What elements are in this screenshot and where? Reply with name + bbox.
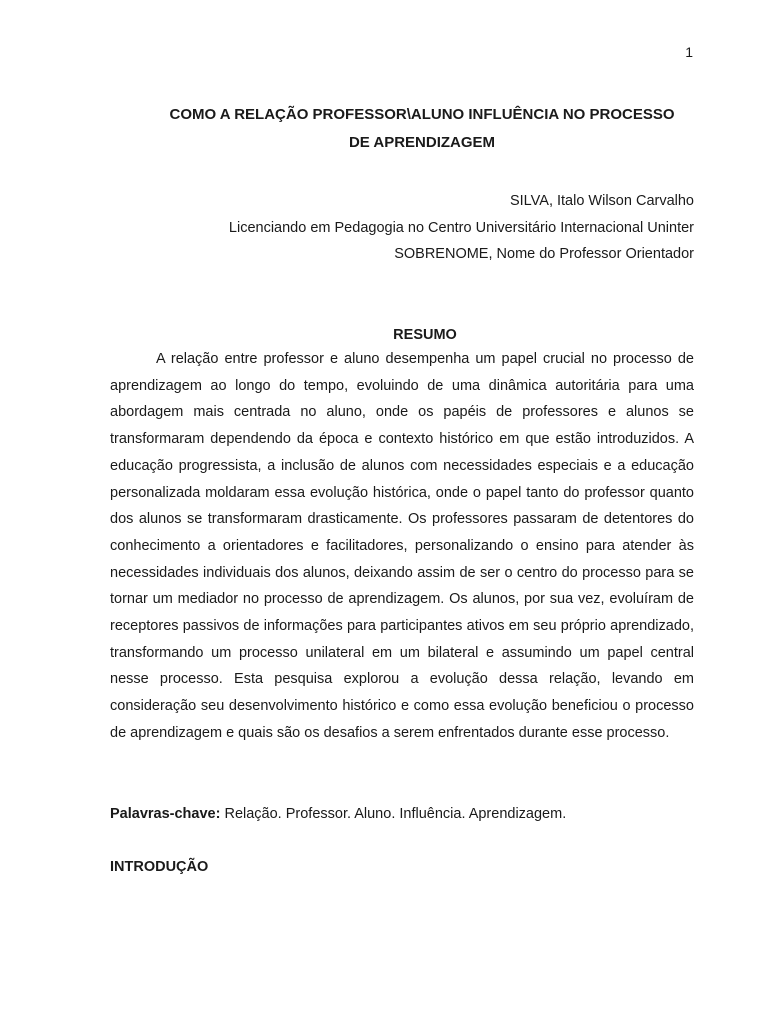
abstract-text: A relação entre professor e aluno desempenha um papel crucial no processo de aprendizagem ao longo do tempo, evoluindo de uma dinâmica autoritária para uma abordagem mais centrada no aluno, onde os papéis de professores e alunos se transformaram dependendo da época e contexto histórico em que estão introduzidos. A educação progressista, a inclusão de alunos com necessidades especiais e a educação personalizada moldaram essa evolução histórica, onde o papel tanto do professor quanto dos alunos se transformaram drasticamente. Os professores passaram de detentores do conhecimento a orientadores e facilitadores, personalizando o ensino para atender às necessidades individuais dos alunos, deixando assim de ser o centro do processo para se tornar um mediador no processo de aprendizagem. Os alunos, por sua vez, evoluíram de receptores passivos de informações para participantes ativos em seu próprio aprendizado, transformando um processo unilateral em um bilateral e assumindo um papel central nesse processo. Esta pesquisa explorou a evolução dessa relação, levando em consideração seu desenvolvimento histórico e como essa evolução beneficiou o processo de aprendizagem e quais são os desafios a serem enfrentados durante esse processo. xyxy=(110,351,694,741)
abstract-heading: RESUMO xyxy=(393,327,457,343)
author-name: SILVA, Italo Wilson Carvalho xyxy=(509,193,694,209)
author-affiliation: Licenciando em Pedagogia no Centro Universitário Internacional Uninter xyxy=(228,219,694,236)
advisor-name: SOBRENOME, Nome do Professor Orientador xyxy=(394,246,694,262)
page-number: 1 xyxy=(685,44,693,60)
document-title xyxy=(110,101,694,157)
introduction-heading: INTRODUÇÃO xyxy=(110,859,209,875)
author-block xyxy=(229,188,694,268)
title-line-1: COMO A RELAÇÃO PROFESSOR\ALUNO INFLUÊNCIA NO PROCESSO xyxy=(169,106,675,123)
keywords-label: Palavras-chave: xyxy=(110,806,221,822)
keywords-line xyxy=(110,803,566,825)
keywords-value: Relação. Professor. Aluno. Influência. Aprendizagem. xyxy=(220,806,567,822)
title-line-2: DE APRENDIZAGEM xyxy=(348,134,496,151)
